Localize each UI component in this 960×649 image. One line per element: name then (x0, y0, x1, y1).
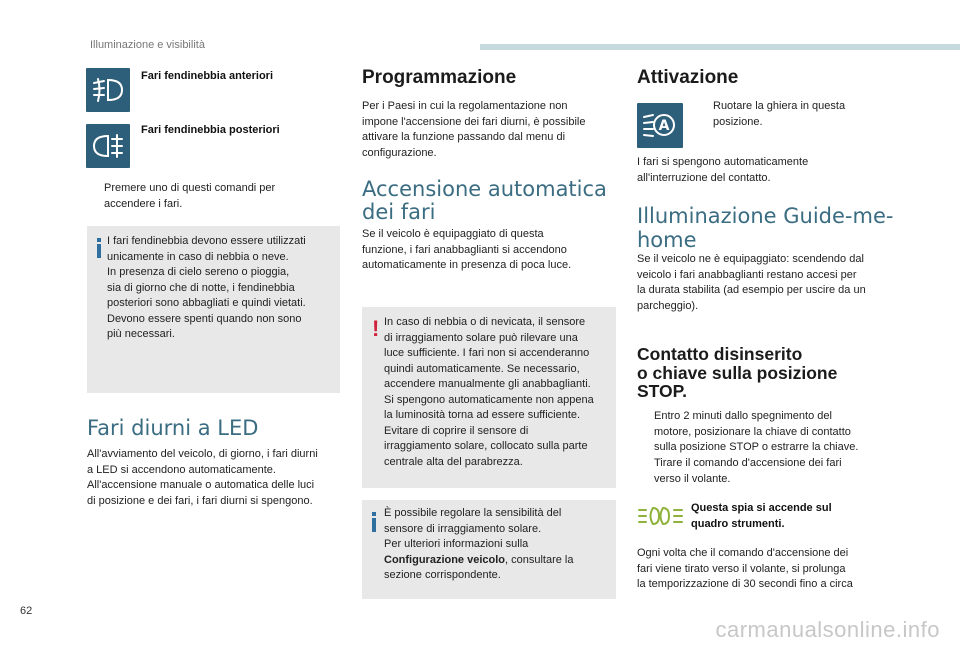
watermark: carmanualsonline.info (715, 617, 940, 642)
programming-text: Per i Paesi in cui la regolamentazione non impone l'accensione dei fari diurni, è possibile attivare la funzione passando dal menu di configurazione. (362, 100, 586, 159)
fog-bullet (87, 181, 337, 213)
final-text: Ogni volta che il comando d'accensione dei fari viene tirato verso il volante, si prolunga la temporizzazione di 30 secondi fino a circa (637, 547, 853, 590)
ignition-off-heading: Contatto disinserito o chiave sulla posizione STOP. (637, 344, 838, 401)
svg-text:A: A (658, 118, 670, 134)
activation-bullet: Ruotare la ghiera in questa posizione. (713, 100, 846, 128)
warning-icon: ! (372, 316, 380, 341)
drl-heading: Fari diurni a LED (87, 416, 259, 440)
activation-text: I fari si spengono automaticamente all'interruzione del contatto. (637, 156, 809, 184)
low-beam-lamp-icon (637, 502, 685, 530)
sensor-note-text: È possibile regolare la sensibilità del sensore di irraggiamento solare. Per ulteriori informazioni sulla Configurazione veicolo, consultare la sezione corrispondente. (384, 507, 574, 581)
info-icon (372, 512, 376, 532)
auto-headlights-text: Se il veicolo è equipaggiato di questa funzione, i fari anabbaglianti si accendono automaticamente in presenza di poca luce. (362, 228, 572, 271)
lamp-label: Questa spia si accende sul quadro strumenti. (691, 502, 832, 530)
section-title: Illuminazione e visibilità (90, 39, 205, 51)
front-fog-label: Fari fendinebbia anteriori (141, 70, 274, 82)
info-icon (97, 238, 101, 258)
programming-heading: Programmazione (362, 67, 517, 88)
guide-me-home-text: Se il veicolo ne è equipaggiato: scendendo dal veicolo i fari anabbaglianti restano accesi per la durata stabilita (ad esempio per uscire da un parcheggio). (637, 253, 866, 312)
stop-bullet-2: Tirare il comando d'accensione dei fari verso il volante. (654, 457, 842, 485)
guide-me-home-heading: Illuminazione Guide-me- home (637, 204, 894, 252)
auto-headlights-heading: Accensione automatica dei fari (362, 177, 607, 224)
rear-fog-label: Fari fendinebbia posteriori (141, 124, 280, 136)
info-note-sensor (362, 500, 616, 599)
header-bar (480, 44, 960, 50)
stop-bullet-1: Entro 2 minuti dallo spegnimento del motore, posizionare la chiave di contatto sulla posizione STOP o estrarre la chiave. (654, 410, 859, 453)
warning-text: In caso di nebbia o di nevicata, il sensore di irraggiamento solare può rilevare una luce sufficiente. I fari non si accenderanno quindi automaticamente. Se necessario, accendere manualmente gli anabbaglianti. Si spengono automaticamente non appena la luminosità torna ad essere sufficiente. Evitare di coprire il sensore di irraggiamento solare, collocato sulla parte centrale alta del parabrezza. (384, 316, 594, 468)
note-text: I fari fendinebbia devono essere utilizzati unicamente in caso di nebbia o neve. In presenza di cielo sereno o pioggia, sia di giorno che di notte, i fendinebbia posteriori sono abbagliati e quindi vietati. Devono essere spenti quando non sono più necessari. (107, 235, 306, 340)
fog-bullet-text: Premere uno di questi comandi per accendere i fari. (104, 182, 276, 210)
auto-light-icon (637, 103, 683, 148)
page-number: 62 (20, 605, 33, 617)
warning-note (362, 307, 616, 488)
front-fog-light-icon (86, 68, 130, 112)
drl-text: All'avviamento del veicolo, di giorno, i fari diurni a LED si accendono automaticamente. All'accensione manuale o automatica delle luci di posizione e dei fari, i fari diurni si spengono. (87, 448, 318, 507)
rear-fog-light-icon (86, 124, 130, 168)
activation-heading: Attivazione (637, 67, 739, 88)
info-note-fog (87, 226, 340, 393)
